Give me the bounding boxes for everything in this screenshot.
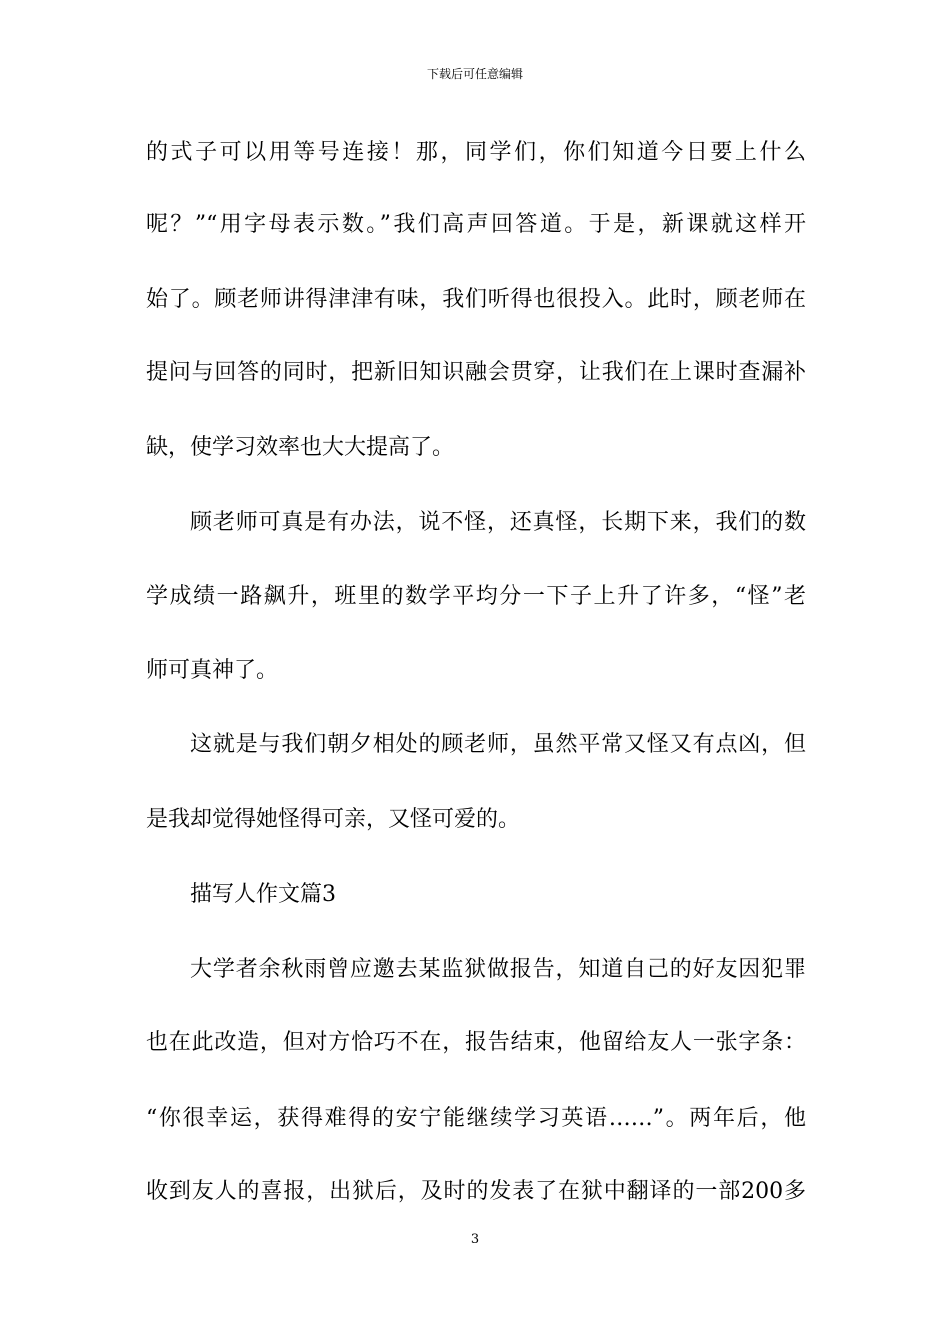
paragraph-line: 也在此改造，但对方恰巧不在，报告结束，他留给友人一张字条： xyxy=(146,1030,806,1055)
paragraph-line: 顾老师可真是有办法，说不怪，还真怪，长期下来，我们的数 xyxy=(190,510,806,535)
page-number: 3 xyxy=(470,1232,480,1247)
paragraph-line: 始了。顾老师讲得津津有味，我们听得也很投入。此时，顾老师在 xyxy=(146,287,806,312)
paragraph-line: 的式子可以用等号连接！那，同学们，你们知道今日要上什么 xyxy=(146,140,806,165)
paragraph-line: 学成绩一路飙升，班里的数学平均分一下子上升了许多，“怪”老 xyxy=(146,584,806,609)
page-header: 下载后可任意编辑 xyxy=(426,67,523,81)
paragraph-line: 是我却觉得她怪得可亲，又怪可爱的。 xyxy=(146,807,521,832)
section-heading: 描写人作文篇3 xyxy=(190,882,336,907)
paragraph-line: “你很幸运，获得难得的安宁能继续学习英语……”。两年后，他 xyxy=(146,1106,806,1131)
paragraph-line: 收到友人的喜报，出狱后，及时的发表了在狱中翻译的一部200多 xyxy=(146,1179,806,1204)
paragraph-line: 呢？”“用字母表示数。”我们高声回答道。于是，新课就这样开 xyxy=(146,212,806,237)
paragraph-line: 缺，使学习效率也大大提高了。 xyxy=(146,435,455,460)
paragraph-line: 大学者余秋雨曾应邀去某监狱做报告，知道自己的好友因犯罪 xyxy=(190,957,806,982)
paragraph-line: 师可真神了。 xyxy=(146,658,279,683)
paragraph-line: 这就是与我们朝夕相处的顾老师，虽然平常又怪又有点凶，但 xyxy=(190,732,806,757)
paragraph-line: 提问与回答的同时，把新旧知识融会贯穿，让我们在上课时查漏补 xyxy=(146,360,806,385)
